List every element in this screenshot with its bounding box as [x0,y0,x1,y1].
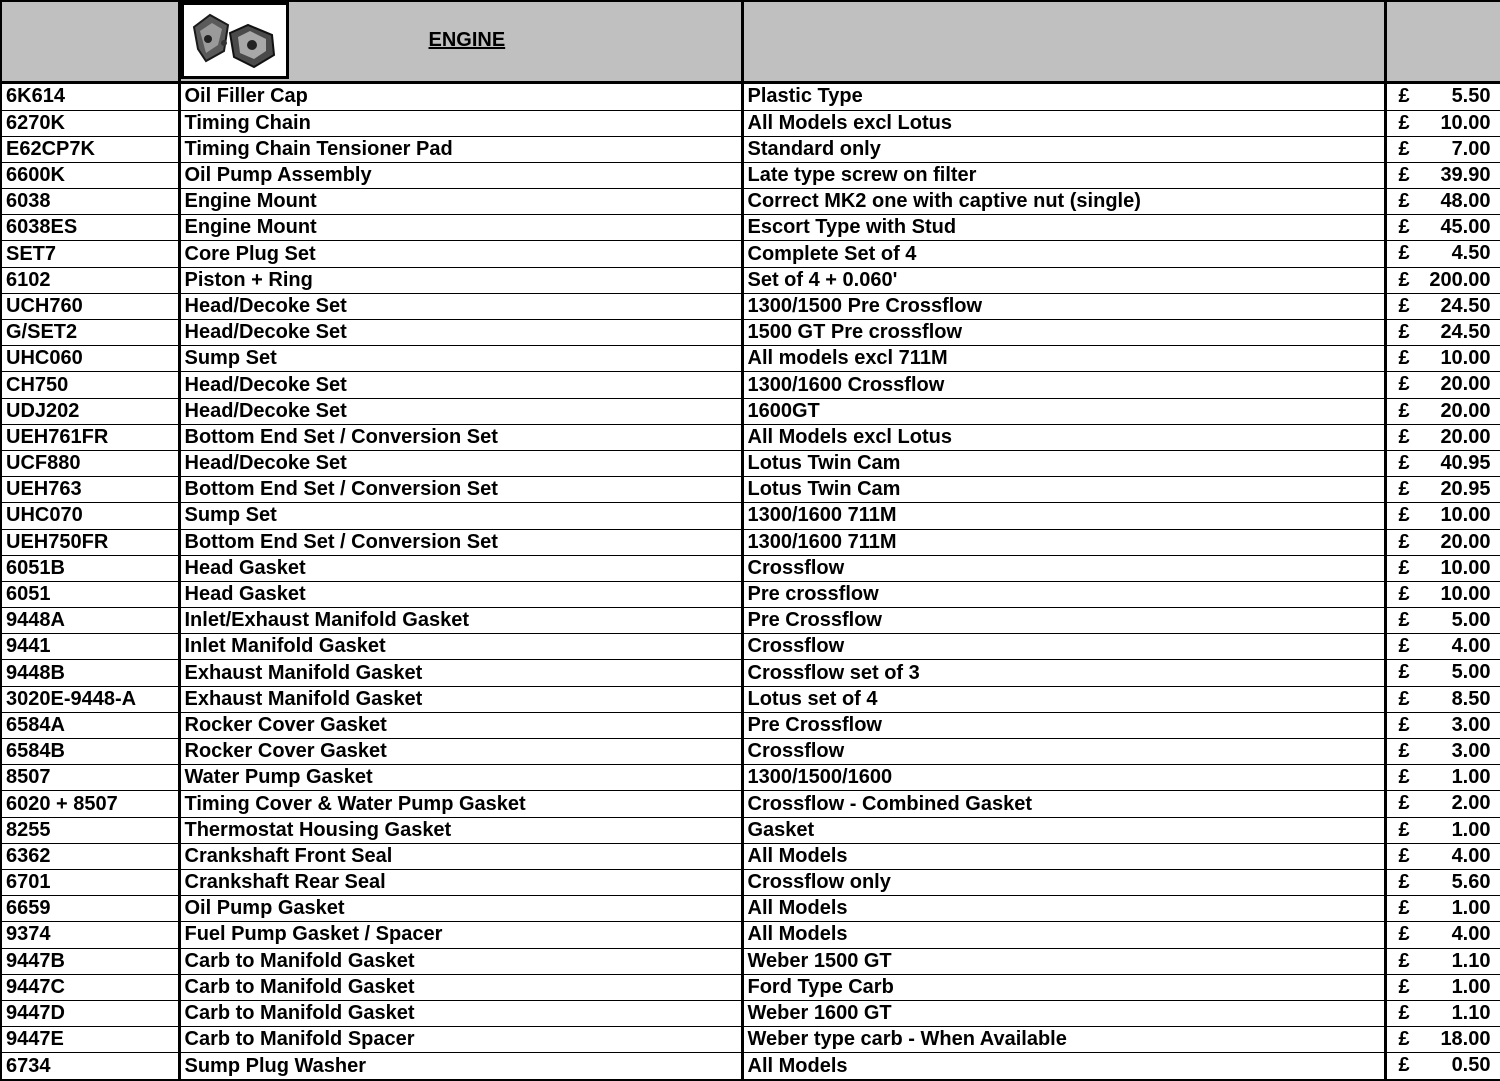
part-name-cell: Exhaust Manifold Gasket [179,660,742,686]
currency-symbol: £ [1398,504,1410,527]
part-name-cell: Core Plug Set [179,241,742,267]
price-amount: 5.50 [1451,85,1491,108]
table-row [1,424,1500,450]
table-row [1,110,1500,136]
table-row [1,83,1500,110]
part-name-cell: Engine Mount [179,215,742,241]
table-row [1,608,1500,634]
part-name-cell: Oil Filler Cap [179,83,742,110]
part-name-cell: Head Gasket [179,581,742,607]
currency-symbol: £ [1398,923,1410,946]
currency-symbol: £ [1398,347,1410,370]
description-cell: Pre Crossflow [742,712,1385,738]
description-cell: All Models [742,896,1385,922]
part-number-cell: 6038 [1,189,179,215]
price-cell [1385,241,1500,267]
currency-symbol: £ [1398,897,1410,920]
engine-parts-image [181,2,289,79]
description-cell: 1300/1600 711M [742,529,1385,555]
table-row [1,869,1500,895]
description-cell: Plastic Type [742,83,1385,110]
price-cell [1385,686,1500,712]
part-number-cell: UHC060 [1,346,179,372]
currency-symbol: £ [1398,111,1410,134]
part-name-cell: Rocker Cover Gasket [179,712,742,738]
table-row [1,948,1500,974]
part-number-cell: 6051 [1,581,179,607]
currency-symbol: £ [1398,609,1410,632]
description-cell: All Models [742,1053,1385,1080]
price-amount: 5.00 [1451,661,1491,684]
description-cell: Correct MK2 one with captive nut (single) [742,189,1385,215]
price-amount: 4.00 [1451,844,1491,867]
part-name-cell: Sump Set [179,346,742,372]
header-cell-price [1385,1,1500,83]
part-number-cell: UEH750FR [1,529,179,555]
table-row [1,1000,1500,1026]
price-cell [1385,739,1500,765]
part-number-cell: 9447C [1,974,179,1000]
currency-symbol: £ [1398,425,1410,448]
table-row [1,896,1500,922]
price-amount: 4.50 [1451,242,1491,265]
currency-symbol: £ [1398,687,1410,710]
part-number-cell: UHC070 [1,503,179,529]
table-row [1,581,1500,607]
price-cell [1385,974,1500,1000]
price-amount: 10.00 [1440,111,1491,134]
price-cell [1385,712,1500,738]
price-amount: 1.00 [1451,766,1491,789]
part-name-cell: Oil Pump Assembly [179,162,742,188]
price-cell [1385,555,1500,581]
price-amount: 1.10 [1451,1001,1491,1024]
description-cell: 1300/1500 Pre Crossflow [742,293,1385,319]
price-cell [1385,372,1500,398]
currency-symbol: £ [1398,740,1410,763]
price-cell [1385,293,1500,319]
part-number-cell: 6600K [1,162,179,188]
price-cell [1385,1027,1500,1053]
table-row [1,372,1500,398]
part-number-cell: 9374 [1,922,179,948]
price-amount: 20.00 [1440,399,1491,422]
currency-symbol: £ [1398,321,1410,344]
table-row [1,817,1500,843]
part-number-cell: UCF880 [1,450,179,476]
part-name-cell: Engine Mount [179,189,742,215]
part-number-cell: UEH761FR [1,424,179,450]
price-amount: 200.00 [1429,268,1491,291]
description-cell: Standard only [742,136,1385,162]
currency-symbol: £ [1398,661,1410,684]
part-name-cell: Sump Plug Washer [179,1053,742,1080]
description-cell: Lotus set of 4 [742,686,1385,712]
currency-symbol: £ [1398,478,1410,501]
price-cell [1385,922,1500,948]
description-cell: All models excl 711M [742,346,1385,372]
description-cell: All Models [742,843,1385,869]
part-name-cell: Timing Chain [179,110,742,136]
price-cell [1385,581,1500,607]
price-cell [1385,503,1500,529]
part-name-cell: Carb to Manifold Gasket [179,948,742,974]
part-name-cell: Fuel Pump Gasket / Spacer [179,922,742,948]
price-amount: 5.00 [1451,609,1491,632]
price-amount: 48.00 [1440,190,1491,213]
part-name-cell: Rocker Cover Gasket [179,739,742,765]
description-cell: 1300/1500/1600 [742,765,1385,791]
description-cell: Weber type carb - When Available [742,1027,1385,1053]
part-name-cell: Crankshaft Rear Seal [179,869,742,895]
table-row [1,267,1500,293]
header-cell-name [179,1,742,83]
part-number-cell: 6734 [1,1053,179,1080]
price-cell [1385,765,1500,791]
price-amount: 1.00 [1451,975,1491,998]
currency-symbol: £ [1398,766,1410,789]
table-row [1,634,1500,660]
currency-symbol: £ [1398,190,1410,213]
table-row [1,686,1500,712]
description-cell: Ford Type Carb [742,974,1385,1000]
part-number-cell: 6K614 [1,83,179,110]
description-cell: All Models [742,922,1385,948]
table-row [1,843,1500,869]
currency-symbol: £ [1398,818,1410,841]
part-number-cell: 6584A [1,712,179,738]
description-cell: Pre Crossflow [742,608,1385,634]
part-name-cell: Exhaust Manifold Gasket [179,686,742,712]
price-amount: 7.00 [1451,137,1491,160]
part-name-cell: Head/Decoke Set [179,293,742,319]
table-row [1,555,1500,581]
price-amount: 10.00 [1440,504,1491,527]
part-name-cell: Inlet/Exhaust Manifold Gasket [179,608,742,634]
part-number-cell: E62CP7K [1,136,179,162]
price-cell [1385,896,1500,922]
part-name-cell: Head Gasket [179,555,742,581]
description-cell: Pre crossflow [742,581,1385,607]
table-row [1,320,1500,346]
part-number-cell: 9447D [1,1000,179,1026]
price-cell [1385,529,1500,555]
table-row [1,241,1500,267]
price-cell [1385,817,1500,843]
part-name-cell: Head/Decoke Set [179,398,742,424]
part-number-cell: G/SET2 [1,320,179,346]
currency-symbol: £ [1398,216,1410,239]
table-row [1,293,1500,319]
currency-symbol: £ [1398,949,1410,972]
part-number-cell: 9448B [1,660,179,686]
description-cell: 1300/1600 Crossflow [742,372,1385,398]
table-row [1,922,1500,948]
part-number-cell: 9447E [1,1027,179,1053]
currency-symbol: £ [1398,163,1410,186]
engine-bracket-icon [184,5,286,76]
part-number-cell: UEH763 [1,477,179,503]
price-cell [1385,450,1500,476]
description-cell: Weber 1500 GT [742,948,1385,974]
table-row [1,477,1500,503]
price-amount: 3.00 [1451,740,1491,763]
part-name-cell: Head/Decoke Set [179,450,742,476]
currency-symbol: £ [1398,870,1410,893]
currency-symbol: £ [1398,792,1410,815]
price-cell [1385,320,1500,346]
currency-symbol: £ [1398,1054,1410,1077]
description-cell: 1300/1600 711M [742,503,1385,529]
table-row [1,346,1500,372]
part-name-cell: Timing Chain Tensioner Pad [179,136,742,162]
price-amount: 45.00 [1440,216,1491,239]
price-amount: 8.50 [1451,687,1491,710]
table-row [1,189,1500,215]
part-number-cell: 6020 + 8507 [1,791,179,817]
description-cell: Set of 4 + 0.060' [742,267,1385,293]
price-cell [1385,660,1500,686]
description-cell: Late type screw on filter [742,162,1385,188]
price-amount: 4.00 [1451,635,1491,658]
part-number-cell: SET7 [1,241,179,267]
description-cell: 1500 GT Pre crossflow [742,320,1385,346]
part-name-cell: Bottom End Set / Conversion Set [179,529,742,555]
description-cell: All Models excl Lotus [742,424,1385,450]
price-cell [1385,346,1500,372]
table-row [1,1027,1500,1053]
part-name-cell: Carb to Manifold Gasket [179,974,742,1000]
price-amount: 2.00 [1451,792,1491,815]
price-cell [1385,869,1500,895]
part-name-cell: Carb to Manifold Gasket [179,1000,742,1026]
description-cell: Crossflow [742,739,1385,765]
currency-symbol: £ [1398,294,1410,317]
price-cell [1385,83,1500,110]
price-amount: 24.50 [1440,321,1491,344]
price-amount: 20.00 [1440,530,1491,553]
part-number-cell: 9448A [1,608,179,634]
part-number-cell: 3020E-9448-A [1,686,179,712]
table-row [1,398,1500,424]
price-cell [1385,215,1500,241]
price-cell [1385,608,1500,634]
price-amount: 0.50 [1451,1054,1491,1077]
price-amount: 4.00 [1451,923,1491,946]
table-row [1,450,1500,476]
part-name-cell: Carb to Manifold Spacer [179,1027,742,1053]
currency-symbol: £ [1398,85,1410,108]
part-number-cell: 6102 [1,267,179,293]
price-cell [1385,189,1500,215]
description-cell: Crossflow [742,555,1385,581]
table-row [1,503,1500,529]
price-amount: 20.00 [1440,373,1491,396]
header-row [1,1,1500,83]
part-name-cell: Piston + Ring [179,267,742,293]
price-amount: 40.95 [1440,451,1491,474]
part-number-cell: 6701 [1,869,179,895]
part-name-cell: Water Pump Gasket [179,765,742,791]
table-row [1,712,1500,738]
description-cell: Crossflow set of 3 [742,660,1385,686]
table-row [1,215,1500,241]
currency-symbol: £ [1398,373,1410,396]
table-row [1,739,1500,765]
description-cell: All Models excl Lotus [742,110,1385,136]
description-cell: Complete Set of 4 [742,241,1385,267]
currency-symbol: £ [1398,582,1410,605]
description-cell: Weber 1600 GT [742,1000,1385,1026]
currency-symbol: £ [1398,1028,1410,1051]
price-cell [1385,424,1500,450]
currency-symbol: £ [1398,530,1410,553]
currency-symbol: £ [1398,137,1410,160]
part-number-cell: 8255 [1,817,179,843]
part-number-cell: UDJ202 [1,398,179,424]
price-cell [1385,1000,1500,1026]
price-amount: 5.60 [1451,870,1491,893]
currency-symbol: £ [1398,268,1410,291]
part-name-cell: Crankshaft Front Seal [179,843,742,869]
table-row [1,791,1500,817]
description-cell: Crossflow - Combined Gasket [742,791,1385,817]
part-number-cell: 8507 [1,765,179,791]
part-name-cell: Timing Cover & Water Pump Gasket [179,791,742,817]
price-cell [1385,843,1500,869]
currency-symbol: £ [1398,975,1410,998]
price-cell [1385,791,1500,817]
currency-symbol: £ [1398,844,1410,867]
part-name-cell: Head/Decoke Set [179,320,742,346]
price-amount: 1.10 [1451,949,1491,972]
price-amount: 10.00 [1440,556,1491,579]
price-amount: 20.00 [1440,425,1491,448]
currency-symbol: £ [1398,451,1410,474]
header-cell-part [1,1,179,83]
part-number-cell: 9441 [1,634,179,660]
part-number-cell: 6659 [1,896,179,922]
table-row [1,136,1500,162]
part-number-cell: 6270K [1,110,179,136]
part-number-cell: 6362 [1,843,179,869]
part-number-cell: UCH760 [1,293,179,319]
description-cell: Gasket [742,817,1385,843]
part-name-cell: Inlet Manifold Gasket [179,634,742,660]
price-cell [1385,110,1500,136]
table-row [1,1053,1500,1080]
price-cell [1385,267,1500,293]
table-row [1,660,1500,686]
price-amount: 1.00 [1451,818,1491,841]
section-title: ENGINE [428,29,506,52]
part-name-cell: Bottom End Set / Conversion Set [179,424,742,450]
description-cell: Lotus Twin Cam [742,477,1385,503]
currency-symbol: £ [1398,635,1410,658]
table-row [1,529,1500,555]
part-number-cell: CH750 [1,372,179,398]
part-name-cell: Head/Decoke Set [179,372,742,398]
currency-symbol: £ [1398,556,1410,579]
table-row [1,765,1500,791]
price-cell [1385,162,1500,188]
price-cell [1385,948,1500,974]
currency-symbol: £ [1398,399,1410,422]
price-cell [1385,1053,1500,1080]
price-cell [1385,634,1500,660]
description-cell: Crossflow only [742,869,1385,895]
part-name-cell: Thermostat Housing Gasket [179,817,742,843]
part-number-cell: 6051B [1,555,179,581]
price-amount: 1.00 [1451,897,1491,920]
header-cell-desc [742,1,1385,83]
table-row [1,974,1500,1000]
part-number-cell: 6584B [1,739,179,765]
price-amount: 10.00 [1440,582,1491,605]
part-number-cell: 6038ES [1,215,179,241]
price-amount: 24.50 [1440,294,1491,317]
description-cell: Crossflow [742,634,1385,660]
currency-symbol: £ [1398,242,1410,265]
price-amount: 20.95 [1440,478,1491,501]
price-cell [1385,136,1500,162]
currency-symbol: £ [1398,713,1410,736]
part-name-cell: Sump Set [179,503,742,529]
price-amount: 18.00 [1440,1028,1491,1051]
price-amount: 39.90 [1440,163,1491,186]
part-name-cell: Oil Pump Gasket [179,896,742,922]
part-number-cell: 9447B [1,948,179,974]
part-name-cell: Bottom End Set / Conversion Set [179,477,742,503]
description-cell: 1600GT [742,398,1385,424]
description-cell: Escort Type with Stud [742,215,1385,241]
table-row [1,162,1500,188]
currency-symbol: £ [1398,1001,1410,1024]
price-amount: 10.00 [1440,347,1491,370]
price-amount: 3.00 [1451,713,1491,736]
description-cell: Lotus Twin Cam [742,450,1385,476]
price-cell [1385,477,1500,503]
price-cell [1385,398,1500,424]
